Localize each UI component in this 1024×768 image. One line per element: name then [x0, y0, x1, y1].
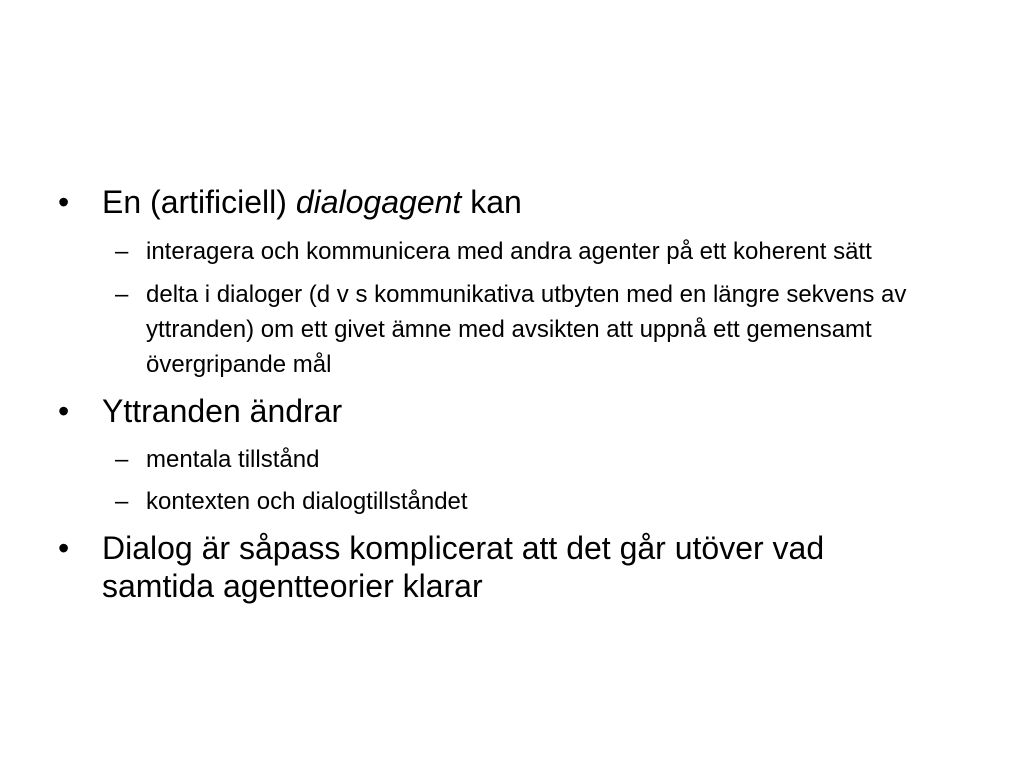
- bullet-text: [102, 183, 958, 222]
- bullet-marker: •: [58, 393, 70, 429]
- bullet-item: [58, 183, 958, 222]
- sub-bullet-text: interagera och kommunicera med andra agenter på ett koherent sätt: [146, 238, 872, 265]
- sub-bullet-text: delta i dialoger (d v s kommunikativa utbyten med en längre sekvens av yttranden) om ett givet ämne med avsikten att uppnå ett gemensamt övergripande mål: [146, 281, 907, 378]
- bullet-text: Yttranden ändrar: [102, 393, 343, 429]
- bullet-marker: •: [58, 530, 70, 566]
- bullet-text-part: kan: [461, 184, 522, 220]
- sub-bullet-item: [58, 277, 958, 382]
- sub-bullet-marker: –: [115, 281, 129, 308]
- bullet-list: [58, 183, 958, 605]
- bullet-emphasis: dialogagent: [295, 184, 462, 220]
- bullet-item: [58, 529, 958, 605]
- bullet-marker: •: [58, 184, 70, 220]
- bullet-item: [58, 392, 958, 431]
- sub-bullet-marker: –: [115, 446, 129, 473]
- sub-bullet-marker: –: [115, 238, 129, 265]
- sub-bullet-item: [58, 234, 958, 269]
- bullet-text-part: En (artificiell): [102, 184, 296, 220]
- sub-bullet-marker: –: [115, 488, 129, 515]
- sub-bullet-text: mentala tillstånd: [146, 446, 320, 473]
- sub-bullet-item: [58, 485, 958, 519]
- bullet-text: Dialog är såpass komplicerat att det går utöver vad samtida agentteorier klarar: [102, 530, 825, 604]
- sub-bullet-text: kontexten och dialogtillståndet: [146, 488, 468, 515]
- sub-bullet-item: [58, 443, 958, 477]
